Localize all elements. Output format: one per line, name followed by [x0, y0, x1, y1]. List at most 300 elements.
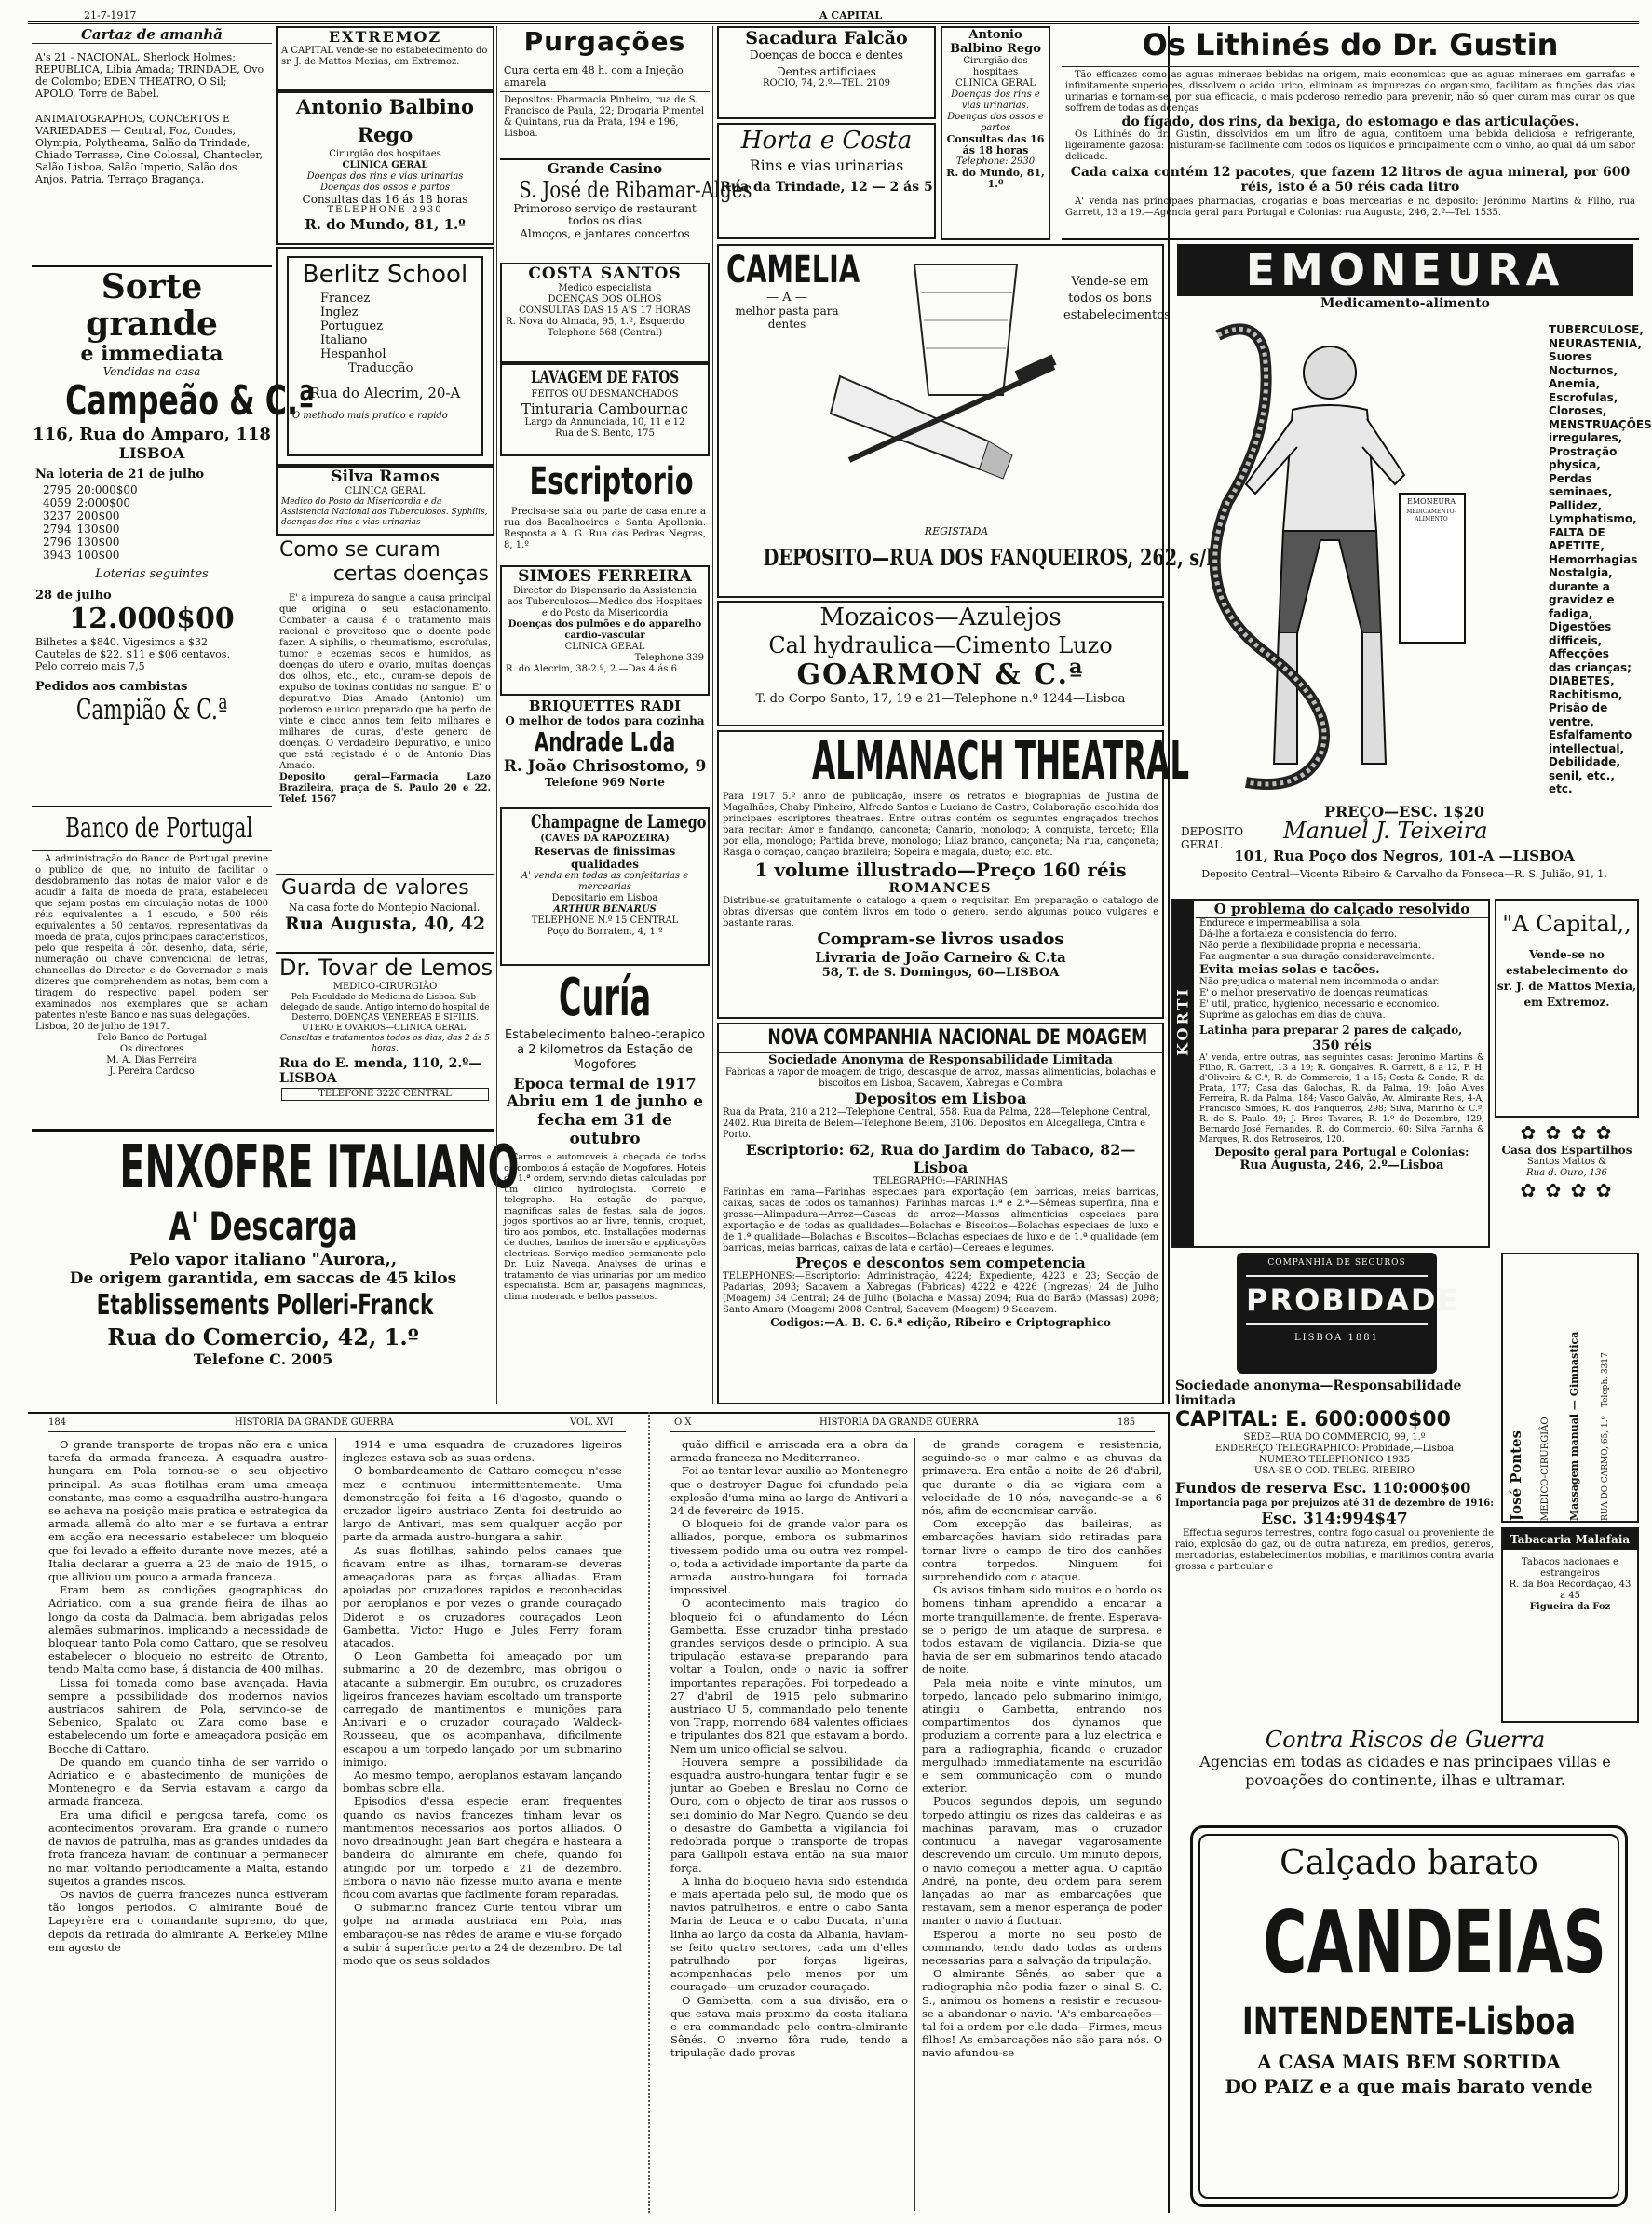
rego1-tel: TELEPHONE 2930 [327, 205, 443, 215]
almanach-addr: 58, T. de S. Domingos, 60—LISBOA [821, 966, 1060, 980]
rego2-clin: CLINICA GERAL [955, 78, 1036, 88]
costa-esp: DOENÇAS DOS OLHOS [548, 294, 662, 305]
champ-text2: A' venda em todas as confeitarias e mercearias [521, 871, 689, 892]
book-paragraph: O almirante Sênés, ao saber que a radiographia não podia fazer o sinal S. O. S., animou os homens a resistir e recusou-se a abandonar o navio. 'A's embarcações—tal foi a ordem por elle dada—Firmes, meus filhos! As embarcações não são para nós. O navio afundou-se [922, 1967, 1162, 2060]
camelia-reg: REGISTADA [924, 525, 989, 537]
guarda-title: Guarda de valores [281, 876, 469, 900]
briq-title: BRIQUETTES RADI [528, 698, 682, 714]
probidade-cap: CAPITAL: E. 600:000$00 [1175, 1408, 1451, 1431]
sacadura-block [717, 26, 936, 119]
tovar-block [276, 954, 494, 1129]
book-paragraph: O bloqueio foi de grande valor para os alliados, porque, embora os submarinos tivessem podido uma ou outra vez rompel-o, toda a actividade importante da parte da armada austro-hungara foi tornada impossivel. [670, 1517, 908, 1597]
banco-title: Banco de Portugal [65, 812, 253, 845]
horta-block [717, 123, 936, 239]
probidade-soc: Sociedade anonyma—Responsabilidade limitada [1175, 1378, 1462, 1408]
emoneura-illustration [1190, 317, 1469, 801]
sorte-vendidas: Vendidas na casa [102, 365, 201, 378]
book-paragraph: de grande coragem e resistencia, seguindo-se o mar calmo e as chuvas da primavera. Era então a noite de 26 d'abril, que durante o dia se vigiara com a velocidade de 10 nós, navegando-se a 6 nós, afim de economisar carvão. [922, 1438, 1162, 1518]
rego1-clin: CLINICA GERAL [342, 160, 428, 170]
enxofre-block [32, 1132, 520, 1404]
extremoz-block [276, 26, 494, 91]
rego2-tel: Telephone: 2930 [955, 156, 1036, 167]
book-right-title: HISTORIA DA GRANDE GUERRA [819, 1417, 979, 1428]
pontes-block [1501, 1253, 1639, 1523]
korti-l3: Não perde a flexibilidade propria e necessaria. [1199, 941, 1421, 951]
enxofre-origem: De origem garantida, em saccas de 45 kilos [69, 1269, 457, 1288]
enxofre-sub: A' Descarga [169, 1203, 358, 1249]
almanach-block [717, 730, 1190, 1019]
berlitz-lang: Italiano [320, 333, 368, 347]
briq-tel: Telefone 969 Norte [545, 776, 665, 789]
book-paragraph: Lissa foi tomada como base avançada. Havia sempre a possibilidade dos modernos navios austriacos sahirem de Pola, servindo-se de Sebenico, Spalato ou Zara como base e estabelecendo um forte e ameaçadora posição em Bocche di Cattaro. [48, 1675, 328, 1756]
lithines-title: Os Lithinés do Dr. Gustin [1142, 27, 1559, 62]
book-paragraph: A linha do bloqueio havia sido estendida e mais apertada pelo sul, de modo que os navios patrulheiros, e entre o cabo Santa Maria de Leuca e o cabo Ducata, n'uma linha ao largo da costa da Albania, haviam-se feito quatro sectores, cada um d'elles patrulhado por forças ligeiras, acompanhadas pelo menos por um couraçado—um cruzador couraçado. [670, 1874, 908, 1994]
simoes-text: Director do Dispensario da Assistencia aos Tuberculosos—Medico dos Hospitaes e do Posto da Misericordia [507, 586, 703, 618]
tovar-tel: TELEFONE 3220 CENTRAL [281, 1088, 489, 1101]
candeias-l1: Calçado barato [1280, 1844, 1538, 1882]
rego2-addr: R. do Mundo, 81, 1.º [946, 167, 1045, 190]
book-col-2 [343, 1438, 622, 2216]
costa-sub: Medico especialista [558, 283, 652, 293]
korti-l6: E' o melhor preservativo de doenças reumaticas. [1199, 988, 1430, 998]
simoes-block [500, 565, 710, 696]
curam-title2: certas doenças [332, 563, 489, 586]
esparti-block [1495, 1121, 1639, 1247]
table-row: 3237 200$00 [43, 509, 120, 522]
banco-text: A administração do Banco de Portugal previne o publico de que, no intuito de facilitar o desdobramento das notas de maior valor e de acudir á falta de moeda de prata, estabeleceu que sejam postas em circulação notas de 1000 réis equivalentes a 1 escudo, e 500 réis equivalentes a 50 centavos, representativas da moeda de prata, cujos principaes caracteristicos, pelo que respeita á côr, desenho, data, série, numeração ou chave convencional de letras, chancellas do Director e do Governador e mais dizeres que comprehendem as notas, bem com a tiragem do respectivo papel, podem ser examinados nos exemplares que se acham patentes n'este Banco e nas suas delegações. [35, 854, 268, 1021]
cartaz-block [32, 26, 272, 264]
sorte-brand2: Campião & C.ª [75, 694, 228, 726]
berlitz-lang: Traducção [348, 361, 413, 375]
almanach-livr: Livraria de João Carneiro & C.ta [815, 949, 1066, 966]
guarda-block [276, 875, 494, 950]
korti-title: O problema do calçado resolvido [1196, 901, 1488, 918]
korti-price: 350 réis [1312, 1038, 1372, 1053]
korti-lat: Latinha para preparar 2 pares de calçado, [1199, 1024, 1463, 1037]
corset-icon: ✿ ✿ ✿ ✿ [1520, 1179, 1614, 1201]
camelia-illustration [831, 255, 1063, 488]
probidade-tel: NUMERO TELEPHONICO 1935 [1258, 1455, 1411, 1465]
costa-block [500, 263, 710, 363]
rego1-sub: Cirurgião dos hospitaes [329, 149, 441, 159]
enxofre-tel: Telefone C. 2005 [193, 1350, 333, 1368]
rego2-cons: Consultas das 16 ás 18 horas [946, 133, 1045, 156]
lavagem-addr: Largo da Annunciada, 10, 11 e 12 [524, 417, 685, 427]
briq-addr: R. João Chrisostomo, 9 [503, 757, 707, 776]
book-paragraph: O Leon Gambetta foi ameaçado por um submarino a 20 de dezembro, mas obrigou o atacante a submergir. Em outubro, os cruzadores ligeiros francezes haviam escoltado um transporte carregado de mantimentos e munições para Antivari e o cruzador couraçado Waldeck-Rousseau, que os acompanhava, dificilmente escapou a um torpedo lançado por um submarino inimigo. [343, 1649, 622, 1769]
almanach-text2: Distribue-se gratuitamente o catalogo a quem o requisitar. Em preparação o catalogo de obras diversas que contém livros em todo o genero, sendo algumas pouco vulgares e bastante raras. [723, 896, 1158, 929]
book-paragraph: Poucos segundos depois, um segundo torpedo attingiu os rizes das caldeiras e as machinas paravam, mas o cruzador continuou a navegar vagarosamente descrevendo um circulo. Um minuto depois, o navio começou a metter agua. O capitão André, na ponte, deu ordem para serem lançadas ao mar as embarcações que restavam, sem a menor esperança de poder manter o navio á fluctuar. [922, 1795, 1162, 1928]
emoneura-title: EMONEURA [1177, 244, 1633, 296]
book-right-page: 185 [1117, 1417, 1136, 1428]
berlitz-lang: Hespanhol [320, 347, 386, 361]
pontes-addr: RUA DO CARMO, 65, 1.º—Teleph. 3317 [1601, 1352, 1610, 1521]
casino-text: Primoroso serviço de restaurant todos os dias [513, 202, 697, 227]
sorte-addr: 116, Rua do Amparo, 118 [33, 425, 271, 444]
moagem-sub: Sociedade Anonyma de Responsabilidade Limitada [768, 1053, 1113, 1067]
book-right-header [670, 1417, 1155, 1432]
silva-block [276, 466, 494, 536]
costa-cons: CONSULTAS DAS 15 A'S 17 HORAS [519, 305, 691, 316]
emoneura-text: TUBERCULOSE, NEURASTENIA, Suores Nocturnos, Anemia, Escrofulas, Cloroses, MENSTRUAÇÕES irregulares, Prostração physica, Perdas seminaes, Pallidez, Lymphatismo, FALTA DE APETITE, Hemorrhagias Nostalgia, durante a gravidez e fadiga, Digestões difficeis, Affecções das crianças; DIABETES, Rachitismo, Prisão de ventre, Esfalfamento intellectual, Debilidade, senil, etc., etc. [1549, 323, 1652, 795]
champ-name: ARTHUR BENARUS [553, 904, 657, 915]
sacadura-name: Sacadura Falcão [745, 28, 908, 48]
sorte-block [32, 267, 315, 804]
book-paragraph: As suas flotilhas, sahindo pelos canaes que ficavam entre as ilhas, tornaram-se deveras ameaçadoras para as forças alliadas. Eram apoiadas por cruzadores rapidos e reconhecidas por aeroplanos e por vezes o grande couraçado Diderot e os cruzadores couraçados Leon Gambetta, Victor Hugo e Jules Ferry foram atacados. [343, 1543, 622, 1650]
berlitz-addr: Rua do Alecrim, 20-A [309, 385, 461, 401]
candeias-addr: INTENDENTE-Lisboa [1241, 2000, 1577, 2043]
book-paragraph: O bombardeamento de Cattaro começou n'esse mez e continuou intermittentemente. Uma demonstração foi feita a 16 d'agosto, quando o cruzador ligeiro austriaco Zenta foi destruido ao largo de Antivari, mas sem qualquer acção por parte da armada austro-hungara a sahir. [343, 1464, 622, 1544]
costa-tel: Telephone 568 (Central) [547, 328, 663, 338]
sorte-pedidos: Pedidos aos cambistas [35, 680, 188, 694]
berlitz-lang: Portuguez [320, 319, 384, 333]
candeias-block [1190, 1825, 1628, 2207]
champ-addr: Poço do Borratem, 4, 1.º [547, 927, 663, 937]
probidade-top: COMPANHIA DE SEGUROS [1267, 1258, 1406, 1268]
sorte-cau: Cautelas de $22, $11 e $06 centavos. [35, 648, 230, 660]
rego1-name: Antonio Balbino Rego [295, 95, 475, 146]
moagem-precos: Preços e descontos sem competencia [795, 1254, 1086, 1271]
curia-text: Carros e automoveis á chegada de todos os comboios á estação de Mogofores. Hoteis de 1.ª ordem, servindo dietas calculadas por um clinico hydrologista. Correio e telegrapho. Ha estação de parque, magnificas salas de festas, sala de jogos, jogos sportivos ao ar livre, tennis, croquet, tiro aos pombos, etc. Installações modernas de duches, banhos de imersão e applicações electricas. Serviço medico permanente pelo Dr. Luiz Navega. Analyses de urinas e tratamento de vias urinarias por um medico especialista. Bom ar, paisagens magnificas, clima moderado e bellos passeios. [504, 1152, 706, 1302]
book-paragraph: Os avisos tinham sido muitos e o bordo os homens tinham aprendido a encarar a morte tranquillamente, de frente. Esperava-se o perigo de um ataque de surpresa, e todos estavam de vigilancia. Dizia-se que havia de ser em submarinos tendo atacado de noite. [922, 1583, 1162, 1676]
sacadura-text: Dentes artificiaes [777, 65, 876, 78]
sorte-heading: Sorte grande [86, 267, 218, 344]
korti-l1: Endurece e impermeabilisa a sola. [1199, 918, 1363, 929]
sorte-brand: Campeão & C.ª [65, 377, 315, 425]
korti-venda: A' venda, entre outras, nas seguintes casas: Jeronimo Martins & Filho, R. Garrett, 13 a 19; R. Gonçalves, R. Garrett, 8 a 12, F. H. d'Oliveira & C.ª, R. de Commercio, 1 a 15; Costa & Conde, R. da Prata, 177; Casa das Galochas, R. da Palma, 19; João Alves Ferreira, R. da Palma, 184; Vasco Galvão, Av. Almirante Reis, 4-A; Francisco Simões, R. dos Fanqueiros, 298; Silva, Marinho & C.ª, R. de S. Paulo, 49; J. Pires Tavares, R. 1.º de Dezembro, 129; Bernardo José Fernandes, R. do Commercio, 60; Silva Farinha & Marques, R. dos Retroseiros, 120. [1199, 1053, 1484, 1145]
masthead-date: 21-7-1917 [84, 9, 137, 21]
costa-name: COSTA SANTOS [528, 264, 682, 283]
banco-dirs: Os directores [119, 1044, 184, 1054]
tovar-cons: Consultas e tratamentos todos os dias, das 2 ás 5 horas. [279, 1034, 491, 1053]
champ-title: Champagne de Lamego [530, 810, 707, 833]
moagem-text2: Farinhas em rama—Farinhas especiaes para exportação (em barricas, meias barricas, caixas, sacas de todos os tamanhos). Farinhas marcas 1.ª e 2.ª—Sêmeas superfina, fina e grossa—Alimpadura—Arroz—Cascas de arroz—Massas alimenticias especiaes para exportação e de todas as qualidades—Bolachas e Biscoitos—Bolachas especiaes de luxo e de 1.ª qualidade—Bolachas e Biscoitos—Bolachas especiaes de luxo e de 1.ª qualidade (em barricas, meias barricas, caixas de lata e cartão)—Cereaes e legumes. [723, 1187, 1158, 1254]
book-paragraph: O acontecimento mais tragico do bloqueio foi o afundamento do Léon Gambetta. Esse cruzador tinha prestado grandes serviços desde o principio. A sua tripulação estava-se preparando para voltar a Toulon, onde o navio ia soffrer importantes reparações. Foi torpedeado a 27 d'abril de 1915 pelo submarino austriaco U 5, commandado pelo tenente von Trapp, morrendo 684 valentes officiaes e tripulantes dos 821 que estavam a bordo. Nem um unico official se salvou. [670, 1596, 908, 1756]
korti-l8: Suprime as galochas em dias de chuva. [1199, 1010, 1386, 1021]
enxofre-vapor: Pelo vapor italiano "Aurora,, [129, 1250, 398, 1269]
escr-text: Precisa-se sala ou parte de casa entre a rua dos Bacalhoeiros e Santa Apollonia. Resposta a A. G. Rua das Pedras Negras, 8, 1.º [504, 507, 706, 550]
almanach-vol: 1 volume illustrado—Preço 160 réis [754, 859, 1127, 881]
sorte-date28: 28 de julho [35, 589, 112, 603]
tabac-title: Tabacaria Malafaia [1503, 1529, 1637, 1550]
esparti-title: Casa dos Espartilhos [1501, 1144, 1632, 1157]
curia-epoca: Epoca termal de 1917 [513, 1075, 697, 1092]
curia-abre: Abriu em 1 de junho e fecha em 31 de outubro [506, 1092, 704, 1148]
champ-block [500, 807, 710, 966]
capital-block [1495, 899, 1639, 1118]
tabac-block [1501, 1527, 1639, 1723]
lithines-text4: Cada caixa contém 12 pacotes, que fazem 12 litros de agua mineral, por 600 réis, isto é a 50 réis cada litro [1070, 165, 1631, 195]
moagem-dep: Depositos em Lisboa [854, 1090, 1027, 1107]
sorte-prize: 12.000$00 [69, 603, 235, 635]
emoneura-sub: Medicamento-alimento [1320, 296, 1491, 311]
probidade-text2: Agencias em todas as cidades e nas principaes villas e povoações do continente, ilhas e ultramar. [1199, 1753, 1611, 1789]
lavagem-block [500, 363, 710, 456]
masthead-title: A CAPITAL [819, 9, 882, 21]
book-paragraph: Episodios d'essa especie eram frequentes quando os navios francezes tinham levar os mantimentos necessarios aos portos alliados. O novo dreadnought Jean Bart chegára e hasteara a bandeira do almirante em chefe, quando foi atingido por um torpedo a 21 de dezembro. Embora o navio não fizesse muito avaria e mente ficou com avarias que facilmente foram reparadas. [343, 1795, 622, 1901]
candeias-name: CANDEIAS [1263, 1892, 1606, 1992]
champ-sub: (CAVES DA RAPOZEIRA) [540, 834, 670, 844]
book-left-page: 184 [48, 1417, 67, 1428]
emoneura-block [1171, 244, 1652, 896]
probidade-fundos: Fundos de reserva Esc. 110:000$00 [1175, 1479, 1471, 1497]
almanach-title: ALMANACH THEATRAL [811, 731, 1190, 792]
goarmon-l1: Mozaicos—Azulejos [819, 603, 1062, 631]
champ-dep: Depositario em Lisboa [551, 893, 658, 903]
pontes-esp: Massagem manual — Gimnastica [1568, 1331, 1580, 1521]
champ-text: Reservas de finissimas qualidades [534, 845, 676, 871]
book-left-vol: VOL. XVI [570, 1417, 614, 1428]
sorte-table [43, 483, 143, 562]
korti-side [1173, 901, 1194, 1246]
camelia-venda: Vende-se em todos os bons estabelecimentos [1063, 275, 1171, 322]
rego1-esp2: Doenças dos ossos e partos [319, 183, 451, 193]
casino-block [500, 160, 752, 263]
strongman-icon [1246, 346, 1404, 764]
book-paragraph: O submarino francez Curie tentou vibrar um golpe na armada austriaca em Pola, mas embaraçou-se nas rêdes de arame e viu-se forçado a subir á superficie perto a 24 de dezembro. De tal modo que os seus soldados [343, 1901, 622, 1967]
book-paragraph: O Gambetta, com a sua divisão, era o que estava mais proximo da costa italiana e era commandado pelo contra-almirante Sênés. O inverno fôra rude, tendo a tripulação dado provas [670, 1993, 908, 2060]
camelia-block [717, 244, 1220, 598]
book-paragraph: 1914 e uma esquadra de cruzadores ligeiros inglezes estava sob as suas ordens. [343, 1438, 622, 1465]
curia-sub: Estabelecimento balneo-terapico a 2 kilometros da Estação de Mogofores [504, 1028, 706, 1072]
moagem-telg: TELEGRAPHO:—FARINHAS [873, 1176, 1008, 1187]
lavagem-name: Tinturaria Cambournac [521, 400, 689, 417]
banco-n1: M. A. Dias Ferreira [106, 1055, 197, 1065]
tovar-text: Pela Faculdade de Medicina de Lisboa. Sub-delegado de saude. Antigo interno do hospital de Desterro. DOENÇAS VENEREAS E SIFILIS. UTERO E OVARIOS—CLINICA GERAL. [280, 993, 490, 1033]
berlitz-lang: Inglez [320, 305, 359, 319]
lavagem-addr2: Rua de S. Bento, 175 [555, 428, 655, 439]
banco-date: Lisboa, 20 de julho de 1917. [35, 1022, 169, 1032]
horta-esp: Rins e vias urinarias [749, 156, 904, 174]
table-row: 2795 20:000$00 [43, 483, 138, 496]
probidade-sede: SEDE—RUA DO COMMERCIO, 99, 1.º [1243, 1432, 1426, 1443]
korti-addr: Rua Augusta, 246, 2.º—Lisboa [1239, 1159, 1444, 1173]
curam-dep: Deposito geral—Farmacia Lazo Brazileira, praça de S. Paulo 20 e 22. Telef. 1567 [279, 772, 491, 805]
book-paragraph: De quando em quando tinha de ser varrido o Adriatico e o abastecimento de munições de Montenegro e da Servia estavam a cargo da armada franceza. [48, 1755, 328, 1809]
table-row: 2796 130$00 [43, 536, 120, 549]
probidade-text: Effectua seguros terrestres, contra fogo casual ou proveniente de raio, explosão do gaz, ou de outra natureza, em predios, generos, mercadorias, estabelecimentos mobilias, e maritimos contra avaria grossa e particular e [1175, 1528, 1494, 1572]
emoneura-preco: PREÇO—ESC. 1$20 [1323, 803, 1485, 820]
tabac-addr: R. da Boa Recordação, 43 a 45 [1509, 1580, 1632, 1601]
probidade-codigo: USA-SE O COD. TELEG. RIBEIRO [1253, 1466, 1415, 1476]
simoes-tel: Telephone 339 [634, 653, 704, 663]
simoes-esp: Doenças dos pulmões e do apparelho cardio-vascular [508, 619, 702, 641]
costa-addr: R. Nova do Almada, 95, 1.º, Esquerdo [506, 317, 684, 327]
sorte-city: LISBOA [118, 444, 185, 462]
goarmon-name: GOARMON & C.ª [796, 658, 1085, 691]
lithines-block [1062, 26, 1639, 240]
candeias-l3: DO PAIZ e a que mais barato vende [1225, 2075, 1593, 2097]
extremoz-text: A CAPITAL vende-se no estabelecimento do sr. J. de Mattos Mexias, em Extremoz. [281, 46, 488, 67]
corset-icon: ✿ ✿ ✿ ✿ [1520, 1121, 1614, 1144]
book-paragraph: Foi ao tentar levar auxilio ao Montenegro que o destroyer Dague foi afundado pela explosão d'uma mina ao largo de Antivari a 24 de fevereiro de 1915. [670, 1464, 908, 1518]
enxofre-addr: Rua do Comercio, 42, 1.º [107, 1323, 419, 1350]
guarda-text: Na casa forte do Montepio Nacional. [289, 902, 481, 914]
sorte-next: Loterias seguintes [95, 567, 209, 581]
horta-title: Horta e Costa [740, 127, 913, 155]
capital-title: "A Capital,, [1502, 911, 1632, 937]
lithines-text2: do fígado, dos rins, da bexiga, do estomago e das articulações. [1121, 115, 1579, 129]
purg-title: Purgações [523, 26, 686, 57]
curia-title: Curía [558, 968, 652, 1028]
silva-name: Silva Ramos [331, 468, 440, 486]
casino-name: S. José de Ribamar-Algés [519, 177, 752, 203]
korti-l4: Faz augmentar a sua duração consideravelmente. [1199, 952, 1435, 962]
probidade-title: PROBIDADE [1246, 1275, 1428, 1325]
silva-clin: CLINICA GERAL [345, 486, 426, 496]
almanach-text: Para 1917 5.º anno de publicação, insere os retratos e biographias de Justina de Magalhães, Chaby Pinheiro, Alfredo Santos e Luciano de Castro, Colaboração escolhida dos principaes escriptores theatraes. Entre outras contém os seguintes engraçados trechos para recitar: Amor e fandango, cançoneta; Canario, monologo; A conquista, terceto; Ella por ella, monologo; Partida breve, monologo; Lilaz branco, cançoneta; Na rua, cançoneta; Rasga o coração, canção brazileira; Sopeira e magala, dueto; etc. etc. [723, 792, 1158, 858]
book-paragraph: Houvera sempre a possibilidade da esquadra austro-hungara tentar fugir e se juntar ao Goeben e Breslau no Corno de Ouro, com o objecto de tirar aos russos o seu dominio do Mar Negro. Quando se deu o desastre do Gambetta a vigilancia foi redobrada porque o transporte de tropas para Gallipoli estava então na sua maior força. [670, 1755, 908, 1875]
book-paragraph: Com excepção das baileiras, as embarcações haviam sido retiradas para tornar livre o campo de tiro dos canhões contra torpedos. Ninguem foi surprehendido com o ataque. [922, 1517, 1162, 1584]
curam-text: E' a impureza do sangue a causa principal que origina o seu estacionamento. Combater a causa é o tratamento mais racional e proveitoso que o doente pode fazer. A siphilis, o rheumatismo, escrofulas, tumor e eczemas secos e humidos, as doenças do utero e ovario, muitas doenças dos olhos, etc., etc., curam-se depois de expulso de toxinas contidas no sangue. E' o depurativo Dias Amado (Antonio) um poderoso e unico preparado que ha perto de vinte e cinco annos tem feito milhares e milhares de curas, d'este genero de doenças. O verdadeiro Depurativo, e unico que está registado é o de Antonio Dias Amado. [279, 593, 491, 771]
pontes-name: José Pontes [1508, 1430, 1524, 1521]
simoes-addr: R. do Alecrim, 38-2.º, 2.—Das 4 ás 6 [506, 664, 677, 674]
purg-dep: Depositos: Pharmacia Pinheiro, rua de S. Francisco de Paula, 22; Drogaria Pimentel & Quintans, rua da Prata, 194 e 196, Lisboa. [504, 95, 705, 139]
silva-text: Medico do Posto da Misericordia e da Assistencia Nacional aos Tuberculosos. Syphilis, doenças dos rins e vias urinarias [281, 497, 488, 527]
lithines-text: Tão efficazes como as aguas mineraes bebidas na origem, mais economicas que as aguas mineraes em garrafas e infinitamente superiores, dissolvem o acido urico, eliminam as impurezas do organismo, facilitam as funções das vias urinarias e tornam-se, por sua efficacia, o mais poderoso remedio para prevenir, não só quer curam mas curar os que soffrem de todas as doenças [1065, 70, 1635, 114]
moagem-cod: Codigos:—A. B. C. 6.ª edição, Ribeiro e Criptographico [770, 1316, 1111, 1329]
pontes-sub: MEDICO-CIRURGIÃO [1540, 1417, 1550, 1521]
rego2-name: Antonio Balbino Rego [950, 28, 1041, 56]
guarda-addr: Rua Augusta, 40, 42 [284, 914, 486, 934]
table-row: 2794 130$00 [43, 522, 120, 536]
book-paragraph: Era uma dificil e perigosa tarefa, como os acontecimentos provaram. Era grande o numero de navios de patrulha, mas as grandes unidades da frota franceza haviam de continuar a permanecer no mar, voltando periodicamente a Malta, estando sujeitos a grandes riscos. [48, 1808, 328, 1888]
emoneura-depg: DEPOSITO GERAL [1181, 825, 1244, 851]
book-col-4 [922, 1438, 1162, 2216]
book-left-title: HISTORIA DA GRANDE GUERRA [235, 1417, 394, 1428]
korti-block [1171, 899, 1490, 1248]
emoneura-bottle: EMONEURA [1407, 497, 1456, 506]
rego2-text: Doenças dos rins e vias urinarias. Doenças dos ossos e partos [947, 89, 1044, 133]
book-paragraph: Eram bem as condições geographicas do Adriatico, com a sua grande fieira de ilhas ao longo da costa da Dalmacia, bem abrigadas pelos alemães submarinos, implicando a necessidade de bloquear tanto Pola como Cattaro, que se resolveu estabelecer o bloqueio no estreito de Otranto, tendo Malta como base, á distancia de 400 milhas. [48, 1583, 328, 1676]
emoneura-bottle2: MEDICAMENTO-ALIMENTO [1406, 509, 1456, 522]
moagem-esc: Escriptorio: 62, Rua do Jardim do Tabaco, 82—Lisboa [745, 1141, 1136, 1176]
book-left-header [48, 1417, 626, 1432]
probidade-block [1171, 1253, 1497, 1723]
korti-side-label: KORTI [1173, 986, 1192, 1056]
goarmon-l2: Cal hydraulica—Cimento Luzo [768, 632, 1113, 658]
lavagem-sub: FEITOS OU DESMANCHADOS [531, 389, 679, 400]
sorte-bilh: Bilhetes a $840. Vigesimos a $32 [35, 636, 209, 648]
probidade-esc: Esc. 314:994$47 [1261, 1510, 1408, 1528]
emoneura-addr: 101, Rua Poço dos Negros, 101-A —LISBOA [1234, 848, 1575, 864]
probidade-riscos: Contra Riscos de Guerra [1265, 1727, 1546, 1753]
tabac-addr2: Figueira da Foz [1529, 1602, 1611, 1612]
horta-addr: Rua da Trindade, 12 — 2 ás 5 [720, 180, 933, 195]
goarmon-block [717, 601, 1164, 726]
korti-l2: Dá-lhe a fortaleza e consistencia do ferro. [1199, 929, 1397, 940]
rego1-esp: Doenças dos rins e vias urinarias [306, 171, 464, 182]
moagem-block [717, 1023, 1164, 1404]
tabac-text: Tabacos nacionaes e estrangeiros [1522, 1557, 1618, 1579]
moagem-text: Fabricas a vapor de moagem de trigo, descasque de arroz, massas alimenticias, bolachas e biscoitos em Lisboa, Sacavem, Xabregas e Coimbra [724, 1067, 1157, 1089]
enxofre-title: ENXOFRE ITALIANO [119, 1133, 520, 1202]
enxofre-firm: Etablissements Polleri-Franck [96, 1289, 434, 1322]
moagem-tels: TELEPHONES:—Escriptorio: Administração, 4224; Expediente, 4223 e 23; Secção de Padarias, 2093; Sacavem a Xabregas (Fabricas) 4222 e 4226 (Ingrezas) 24 de Julho (Moagem) 34 Central; 24 de Julho (Bolacha e Massa) 2094; Rua do Barão (Massas) 2098; Santo Amaro (Moagem) 2008 Central; Sacavem (Moagem) 9 Sacavem. [723, 1271, 1158, 1315]
korti-l7: E' util, pratico, hygienico, necessario e economico. [1199, 999, 1440, 1010]
berlitz-block [276, 247, 494, 466]
briq-name: Andrade L.da [534, 726, 676, 757]
lithines-text5: A' venda nas principaes pharmacias, drogarias e boas mercearias e no deposito: Jerónimo Martins & Filho, rua Garrett, 13 a 19.—Agencia geral para Portugal e Colonias: rua Augusta, 246, 2.º—Tel. 1535. [1065, 197, 1635, 218]
korti-ev: Evita meias solas e tacões. [1199, 963, 1380, 977]
sorte-corr: Pelo correio mais 7,5 [35, 660, 145, 672]
banco-block [32, 810, 272, 1122]
curam-block [276, 538, 494, 872]
lithines-text3: Os Lithinés do dr. Gustin, dissolvidos em um litro de agua, contitoem uma bebida deliciosa e refrigerante, ligeiramente gazosa: misturam-se facilmente com todos os liquidos e principalmente com o vinho, ao qual dá um sabor delicado. [1065, 129, 1635, 162]
table-row: 3943 100$00 [43, 549, 120, 562]
book-col-1 [48, 1438, 328, 2216]
sorte-sub: e immediata [80, 342, 223, 366]
sacadura-addr: ROCIO, 74, 2.º—TEL. 2109 [762, 78, 891, 88]
briq-block [500, 698, 710, 807]
probidade-sub: LISBOA 1881 [1293, 1333, 1380, 1343]
moagem-title: NOVA COMPANHIA NACIONAL DE MOAGEM [767, 1026, 1148, 1050]
purg-text: Cura certa em 48 h. com a Injeção amarela [504, 64, 684, 88]
sacadura-esp: Doenças de bocca e dentes [750, 48, 903, 61]
moagem-deps: Rua da Prata, 210 a 212—Telephone Central, 558. Rua da Palma, 228—Telephone Central, 2402. Rua Direita de Belem—Telephone Belem, 3106. Depositos em Alcegallega, Cintra e Porto. [723, 1107, 1151, 1140]
candeias-l2: A CASA MAIS BEM SORTIDA [1257, 2051, 1561, 2073]
table-row: 4059 2:000$00 [43, 496, 131, 509]
simoes-clin: CLINICA GERAL [564, 642, 645, 652]
champ-tel: TELEPHONE N.º 15 CENTRAL [531, 915, 679, 926]
camelia-sub: — A — [766, 291, 807, 305]
book-paragraph: Os navios de guerra francezes nunca estiveram tão longos periodos. O almirante Boué de Lapeyrère era o comandante supremo, do que, depois da retirada do almirante A. Berkeley Milne em agosto de [48, 1887, 328, 1954]
capital-text: Vende-se no estabelecimento do sr. J. de Mattos Mexia, em Extremoz. [1496, 948, 1637, 1009]
book-paragraph: quão difficil e arriscada era a obra da armada franceza no Mediterraneo. [670, 1438, 908, 1465]
rego2-block [941, 26, 1050, 240]
cartaz-anim: ANIMATOGRAPHOS, CONCERTOS E VARIEDADES — Central, Foz, Condes, Olympia, Polytheama, Salão da Trindade, Chiado Terrasse, Cine Colossal, Chantecler, Salão Lisboa, Salão Imperio, Salão dos Anjos, Patria, Terraço Bragança. [35, 113, 263, 185]
masthead [28, 9, 1639, 24]
escr-block [500, 456, 710, 563]
tovar-addr: Rua do E. menda, 110, 2.º—LISBOA [279, 1056, 482, 1086]
almanach-rom: ROMANCES [888, 881, 993, 896]
probidade-logo [1237, 1253, 1460, 1374]
rego1-cons: Consultas das 16 ás 18 horas [302, 193, 468, 206]
berlitz-title: Berlitz School [302, 261, 468, 289]
rego2-sub: Cirurgião dos hospitaes [963, 56, 1028, 77]
book-paragraph: Ao mesmo tempo, aeroplanos estavam lançando bombas sobre ella. [343, 1769, 622, 1796]
camelia-dep: DEPOSITO—RUA DOS FANQUEIROS, 262, s/l. [763, 544, 1220, 571]
casino-text2: Almoços, e jantares concertos [520, 227, 690, 240]
casino-title: Grande Casino [547, 160, 663, 177]
book-paragraph: Pela meia noite e vinte minutos, um torpedo, lançado pelo submarino inimigo, atingiu o Gambetta, entrando nos compartimentos dos dynamos que produziam a corrente para a luz electrica e para a radiographia, ficando o cruzador mergulhado immediatamente na escuridão e sem communicação com o mundo exterior. [922, 1675, 1162, 1796]
lavagem-title: LAVAGEM DE FATOS [530, 367, 680, 387]
simoes-name: SIMOES FERREIRA [518, 567, 692, 586]
tovar-name: Dr. Tovar de Lemos [279, 955, 493, 981]
almanach-compr: Compram-se livros usados [817, 929, 1064, 949]
briq-text: O melhor de todos para cozinha [505, 714, 705, 727]
book-paragraph: Esperou a morte no seu posto de commando, tendo dado todas as ordens necessarias para a salvação da tripulação. [922, 1927, 1162, 1967]
probidade-imp: Importancia paga por prejuizos até 31 de dezembro de 1916: [1175, 1498, 1494, 1509]
sorte-lot: Na loteria de 21 de julho [35, 468, 205, 481]
korti-l5: Não prejudica o material nem incommoda o andar. [1199, 977, 1440, 987]
tovar-sub: MEDICO-CIRURGIÃO [332, 982, 438, 992]
emoneura-name: Manuel J. Teixeira [1283, 818, 1488, 844]
extremoz-title: EXTREMOZ [328, 28, 442, 46]
berlitz-note: O methodo mais pratico e rapido [292, 411, 448, 421]
korti-dep: Deposito geral para Portugal e Colonias: [1214, 1146, 1469, 1159]
escr-title: Escriptorio [529, 460, 694, 503]
goarmon-addr: T. do Corpo Santo, 17, 19 e 21—Telephone n.º 1244—Lisboa [755, 692, 1126, 706]
cartaz-text: A's 21 - NACIONAL, Sherlock Holmes; REPUBLICA, Libia Amada; TRINDADE, Ovo de Colombo; EDEN THEATRO, O Sil; APOLO, Torre de Babel. [35, 51, 264, 100]
book-right-vol: O X [674, 1417, 692, 1428]
rego1-addr: R. do Mundo, 81, 1.º [305, 216, 466, 233]
probidade-footer [1171, 1727, 1639, 1820]
purg-block [500, 26, 710, 156]
emoneura-central: Deposito Central—Vicente Ribeiro & Carvalho da Fonseca—R. S. Julião, 91, 1. [1201, 868, 1607, 880]
banco-sign: Pelo Banco de Portugal [97, 1033, 207, 1043]
book-col-3 [670, 1438, 908, 2216]
